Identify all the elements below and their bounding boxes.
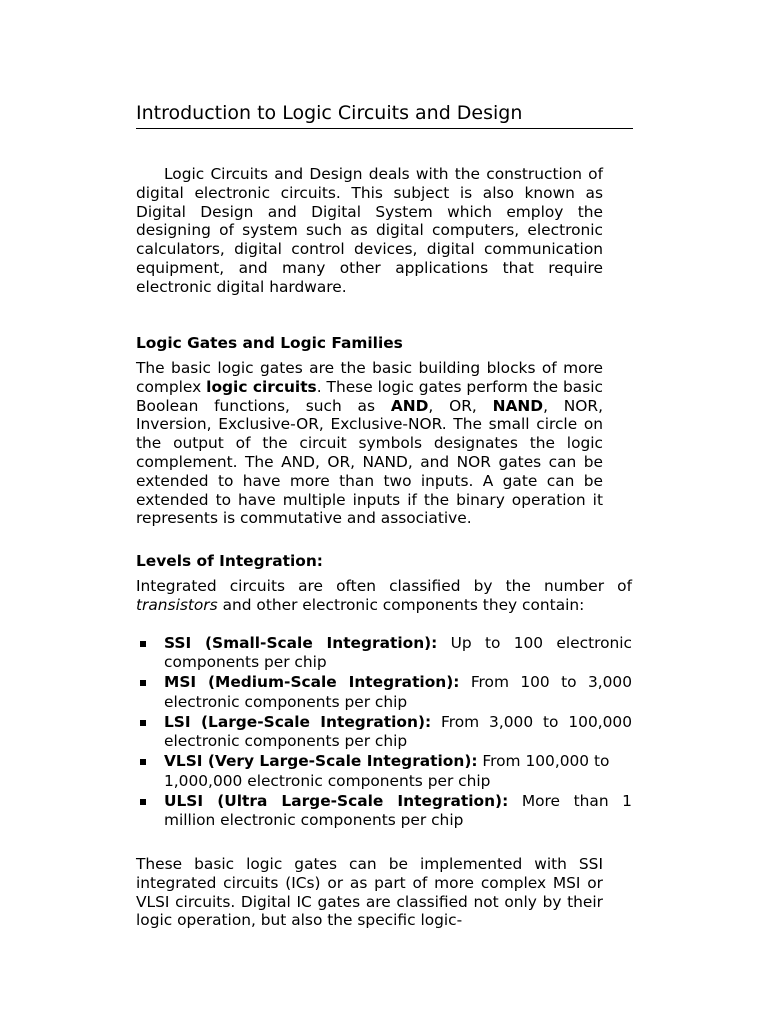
- bullet-square-icon: [140, 799, 146, 805]
- list-item-desc: Up to 100 electronic components per chip: [164, 634, 632, 672]
- text-run: , OR,: [428, 396, 493, 415]
- list-item-desc: From 3,000 to 100,000 electronic components per chip: [164, 712, 633, 751]
- section-heading-logic-gates: Logic Gates and Logic Families: [136, 334, 403, 352]
- text-run: , NOR, Inversion, Exclusive-OR, Exclusive-NOR. The small circle on the output of the circuit symbols designates the logic complement. The AND, OR, NAND, and NOR gates can be extended to have more than two inputs. A gate can be extended to have multiple inputs if the binary operation it represents is commutative and associative.: [136, 396, 603, 528]
- list-item-term: MSI (Medium-Scale Integration):: [164, 673, 460, 692]
- list-item-desc: From 100,000 to: [477, 752, 610, 771]
- document-title: Introduction to Logic Circuits and Design: [136, 100, 633, 129]
- list-item-term: VLSI (Very Large-Scale Integration):: [164, 752, 478, 771]
- list-item: [136, 713, 632, 752]
- section-heading-levels: Levels of Integration:: [136, 552, 323, 570]
- text-run: The basic logic gates are the basic building blocks of more complex: [136, 359, 603, 396]
- bold-term-and: AND: [390, 396, 429, 415]
- bold-term-nand: NAND: [492, 396, 544, 415]
- bullet-square-icon: [140, 720, 146, 726]
- list-item: [136, 634, 632, 673]
- list-item-desc-continued: 1,000,000 electronic components per chip: [164, 771, 491, 790]
- list-item-term: SSI (Small-Scale Integration):: [164, 634, 438, 652]
- list-item-term: ULSI (Ultra Large-Scale Integration):: [164, 791, 509, 810]
- list-item: [136, 673, 632, 712]
- text-run: . These logic gates perform the basic Boolean functions, such as: [136, 377, 603, 415]
- list-item-term: LSI (Large-Scale Integration):: [164, 712, 432, 731]
- list-item: [136, 792, 632, 831]
- levels-paragraph: [136, 577, 632, 615]
- list-item: [136, 752, 632, 791]
- bullet-square-icon: [140, 641, 146, 647]
- closing-paragraph: These basic logic gates can be implemented with SSI integrated circuits (ICs) or as part of more complex MSI or VLSI circuits. Digital IC gates are classified not only by their logic operation, but also the specific logic-: [136, 855, 603, 930]
- logic-gates-paragraph: [136, 359, 603, 528]
- text-run: Integrated circuits are often classified by the number of: [136, 577, 632, 595]
- italic-term-transistors: transistors: [136, 595, 218, 614]
- integration-levels-list: [136, 634, 632, 831]
- bold-term-logic-circuits: logic circuits: [206, 377, 317, 396]
- list-item-desc: More than 1 million electronic components per chip: [164, 791, 632, 830]
- intro-paragraph: Logic Circuits and Design deals with the construction of digital electronic circuits. This subject is also known as Digital Design and Digital System which employ the designing of system such as digital computers, electronic calculators, digital control devices, digital communication equipment, and many other applications that require electronic digital hardware.: [136, 165, 603, 296]
- list-item-desc: From 100 to 3,000 electronic components per chip: [164, 673, 633, 711]
- text-run: and other electronic components they contain:: [217, 595, 585, 614]
- bullet-square-icon: [140, 759, 146, 765]
- bullet-square-icon: [140, 680, 146, 686]
